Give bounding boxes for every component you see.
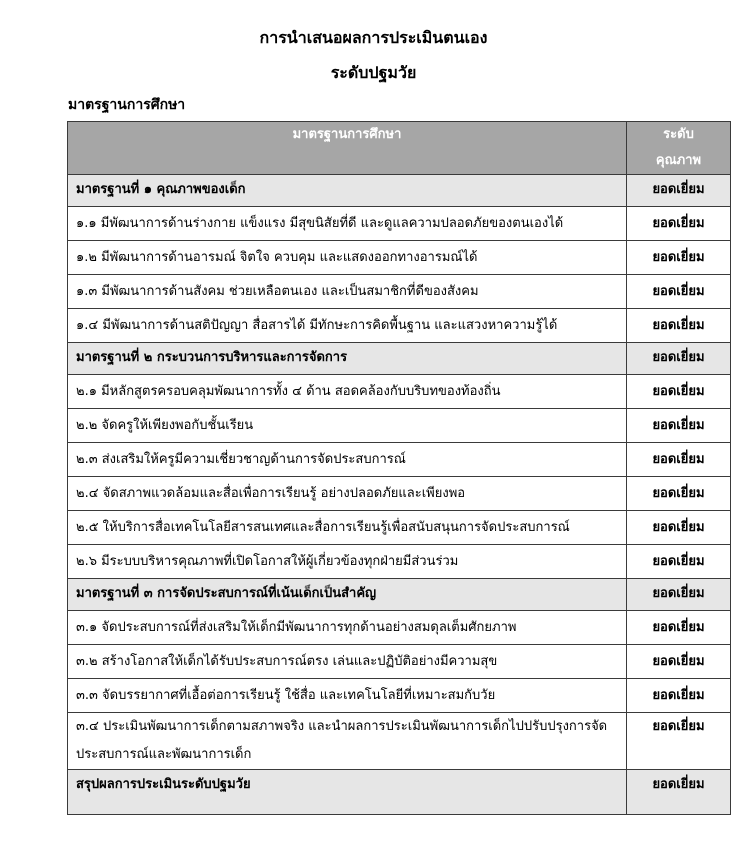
row-text: ๑.๓ มีพัฒนาการด้านสังคม ช่วยเหลือตนเอง และเป็นสมาชิกที่ดีของสังคม xyxy=(68,275,627,309)
quality-level: ยอดเยี่ยม xyxy=(627,713,731,770)
row-text: ๒.๓ ส่งเสริมให้ครูมีความเชี่ยวชาญด้านการจัดประสบการณ์ xyxy=(68,443,627,477)
quality-level: ยอดเยี่ยม xyxy=(627,511,731,545)
quality-level: ยอดเยี่ยม xyxy=(627,579,731,611)
indicator-row xyxy=(68,511,731,545)
indicator-row xyxy=(68,375,731,409)
quality-level: ยอดเยี่ยม xyxy=(627,175,731,207)
quality-level: ยอดเยี่ยม xyxy=(627,443,731,477)
quality-level: ยอดเยี่ยม xyxy=(627,275,731,309)
row-text: มาตรฐานที่ ๓ การจัดประสบการณ์ที่เน้นเด็กเป็นสำคัญ xyxy=(68,579,627,611)
header-level xyxy=(627,122,731,175)
header-level-line2: คุณภาพ xyxy=(655,153,702,168)
row-text: ๒.๕ ให้บริการสื่อเทคโนโลยีสารสนเทศและสื่อการเรียนรู้เพื่อสนับสนุนการจัดประสบการณ์ xyxy=(68,511,627,545)
row-text: ๒.๒ จัดครูให้เพียงพอกับชั้นเรียน xyxy=(68,409,627,443)
quality-level: ยอดเยี่ยม xyxy=(627,770,731,815)
row-text: สรุปผลการประเมินระดับปฐมวัย xyxy=(68,770,627,815)
indicator-row xyxy=(68,713,731,770)
indicator-row xyxy=(68,611,731,645)
row-text: ๑.๒ มีพัฒนาการด้านอารมณ์ จิตใจ ควบคุม และแสดงออกทางอารมณ์ได้ xyxy=(68,241,627,275)
quality-level: ยอดเยี่ยม xyxy=(627,309,731,343)
row-text: ๒.๑ มีหลักสูตรครอบคลุมพัฒนาการทั้ง ๔ ด้าน สอดคล้องกับบริบทของท้องถิ่น xyxy=(68,375,627,409)
indicator-row xyxy=(68,477,731,511)
row-text: ๓.๔ ประเมินพัฒนาการเด็กตามสภาพจริง และนำผลการประเมินพัฒนาการเด็กไปปรับปรุงการจัดประสบการณ์และพัฒนาการเด็ก xyxy=(68,713,627,770)
quality-level: ยอดเยี่ยม xyxy=(627,207,731,241)
standard-row xyxy=(68,175,731,207)
row-text: ๒.๖ มีระบบบริหารคุณภาพที่เปิดโอกาสให้ผู้เกี่ยวข้องทุกฝ่ายมีส่วนร่วม xyxy=(68,545,627,579)
quality-level: ยอดเยี่ยม xyxy=(627,611,731,645)
standard-row xyxy=(68,343,731,375)
summary-row xyxy=(68,770,731,815)
row-text: ๑.๑ มีพัฒนาการด้านร่างกาย แข็งแรง มีสุขนิสัยที่ดี และดูแลความปลอดภัยของตนเองได้ xyxy=(68,207,627,241)
quality-level: ยอดเยี่ยม xyxy=(627,375,731,409)
quality-level: ยอดเยี่ยม xyxy=(627,545,731,579)
row-text: ๓.๓ จัดบรรยากาศที่เอื้อต่อการเรียนรู้ ใช้สื่อ และเทคโนโลยีที่เหมาะสมกับวัย xyxy=(68,679,627,713)
row-text: ๒.๔ จัดสภาพแวดล้อมและสื่อเพื่อการเรียนรู้ อย่างปลอดภัยและเพียงพอ xyxy=(68,477,627,511)
row-text: มาตรฐานที่ ๑ คุณภาพของเด็ก xyxy=(68,175,627,207)
quality-level: ยอดเยี่ยม xyxy=(627,477,731,511)
header-level-line1: ระดับ xyxy=(663,127,694,142)
row-text: ๓.๒ สร้างโอกาสให้เด็กได้รับประสบการณ์ตรง เล่นและปฏิบัติอย่างมีความสุข xyxy=(68,645,627,679)
row-text: ๓.๑ จัดประสบการณ์ที่ส่งเสริมให้เด็กมีพัฒนาการทุกด้านอย่างสมดุลเต็มศักยภาพ xyxy=(68,611,627,645)
indicator-row xyxy=(68,545,731,579)
indicator-row xyxy=(68,645,731,679)
page-subtitle: ระดับปฐมวัย xyxy=(330,63,417,82)
standard-row xyxy=(68,579,731,611)
standards-table xyxy=(67,121,731,815)
quality-level: ยอดเยี่ยม xyxy=(627,645,731,679)
quality-level: ยอดเยี่ยม xyxy=(627,241,731,275)
quality-level: ยอดเยี่ยม xyxy=(627,679,731,713)
quality-level: ยอดเยี่ยม xyxy=(627,409,731,443)
indicator-row xyxy=(68,207,731,241)
header-standard: มาตรฐานการศึกษา xyxy=(68,122,627,175)
indicator-row xyxy=(68,679,731,713)
indicator-row xyxy=(68,409,731,443)
indicator-row xyxy=(68,275,731,309)
quality-level: ยอดเยี่ยม xyxy=(627,343,731,375)
indicator-row xyxy=(68,241,731,275)
indicator-row xyxy=(68,443,731,477)
indicator-row xyxy=(68,309,731,343)
page-title: การนำเสนอผลการประเมินตนเอง xyxy=(259,28,488,47)
row-text: มาตรฐานที่ ๒ กระบวนการบริหารและการจัดการ xyxy=(68,343,627,375)
section-label: มาตรฐานการศึกษา xyxy=(68,97,186,113)
row-text: ๑.๔ มีพัฒนาการด้านสติปัญญา สื่อสารได้ มีทักษะการคิดพื้นฐาน และแสวงหาความรู้ได้ xyxy=(68,309,627,343)
table-header-row xyxy=(68,122,731,175)
